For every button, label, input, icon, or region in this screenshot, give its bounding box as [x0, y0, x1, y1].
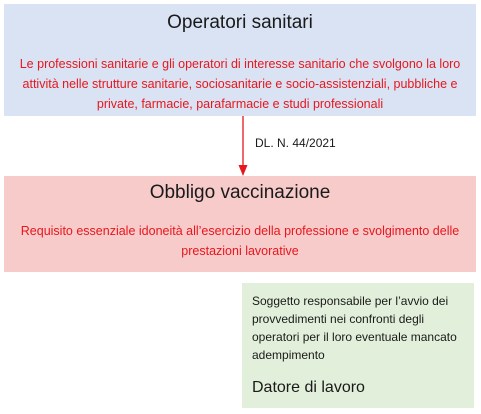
obbligo-vaccinazione-title: Obbligo vaccinazione	[149, 182, 331, 203]
decree-label: DL. N. 44/2021	[255, 136, 336, 150]
datore-di-lavoro-box	[242, 283, 474, 408]
decree-arrow	[236, 116, 250, 176]
operatori-sanitari-title: Operatori sanitari	[167, 12, 313, 33]
obbligo-vaccinazione-box	[4, 176, 476, 272]
arrow-head-icon	[239, 165, 248, 176]
obbligo-vaccinazione-description: Requisito essenziale idoneità all’esercizio della professione e svolgimento delle prestazioni lavorative	[20, 224, 460, 258]
operatori-sanitari-box	[4, 4, 476, 116]
datore-di-lavoro-title: Datore di lavoro	[252, 379, 365, 396]
operatori-sanitari-description: Le professioni sanitarie e gli operatori di interesse sanitario che svolgono la loro attività nelle strutture sanitarie, sociosanitarie e socio-assistenziali, pubbliche e private, farmacie, parafarmacie e studi professionali	[19, 57, 461, 111]
datore-di-lavoro-description: Soggetto responsabile per l’avvio dei provvedimenti nei confronti degli operatori per il loro eventuale mancato adempimento	[252, 294, 457, 362]
